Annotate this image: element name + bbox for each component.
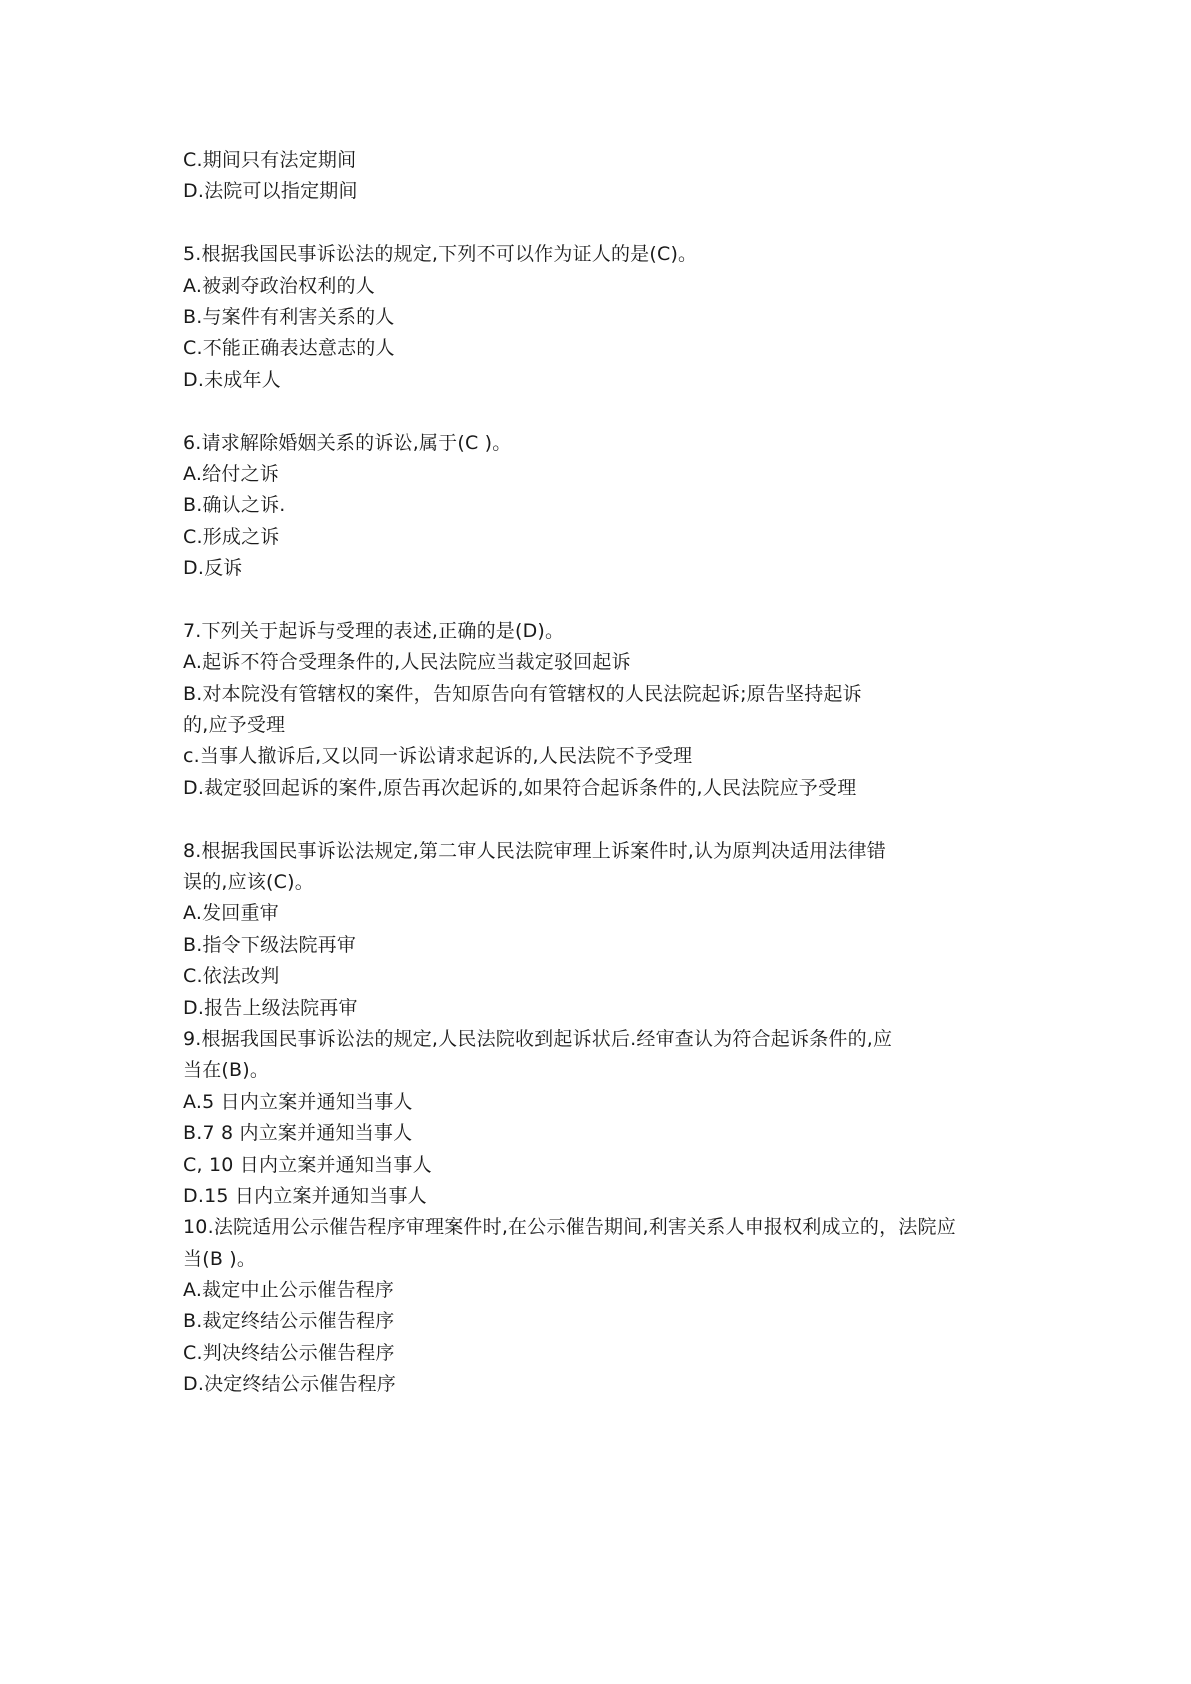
option-a: A.给付之诉 [183,462,279,485]
question-10-stem-continued: 当(B )。 [183,1247,257,1270]
question-stem: 5.根据我国民事诉讼法的规定,下列不可以作为证人的是(C)。 [183,243,698,266]
question-8-option-a: A.发回重审 [183,902,279,925]
question-8-option-d: D.报告上级法院再审 [183,996,358,1019]
question-10-option-b: B.裁定终结公示催告程序 [183,1310,395,1333]
question-4-tail [183,145,1043,208]
question-9-stem-continued: 当在(B)。 [183,1059,270,1082]
question-9-option-a: A.5 日内立案并通知当事人 [183,1090,413,1113]
option-d: D.反诉 [183,557,243,580]
option-d: D.未成年人 [183,368,281,391]
question-10-option-a: A.裁定中止公示催告程序 [183,1279,395,1302]
question-10-stem: 10.法院适用公示催告程序审理案件时,在公示催告期间,利害关系人申报权利成立的，法院应 [183,1216,956,1239]
paragraph-gap [183,804,1043,835]
option-b-continued: 的,应予受理 [183,714,286,737]
question-9-option-b: B.7 8 内立案并通知当事人 [183,1122,413,1145]
document-body [183,145,1043,1401]
paragraph-gap [183,208,1043,239]
paragraph-gap [183,396,1043,427]
option-c: C.形成之诉 [183,525,280,548]
question-9-stem: 9.根据我国民事诉讼法的规定,人民法院收到起诉状后.经审查认为符合起诉条件的,应 [183,1027,893,1050]
option-b: B.与案件有利害关系的人 [183,305,395,328]
option-c: C.不能正确表达意志的人 [183,337,395,360]
option-d: D.裁定驳回起诉的案件,原告再次起诉的,如果符合起诉条件的,人民法院应予受理 [183,776,857,799]
option-b: B.对本院没有管辖权的案件，告知原告向有管辖权的人民法院起诉;原告坚持起诉 [183,682,862,705]
question-stem: 7.下列关于起诉与受理的表述,正确的是(D)。 [183,619,565,642]
question-10-option-c: C.判决终结公示催告程序 [183,1341,395,1364]
question-5 [183,239,1043,396]
question-7 [183,616,1043,804]
option-c: c.当事人撤诉后,又以同一诉讼请求起诉的,人民法院不予受理 [183,745,693,768]
option-a: A.起诉不符合受理条件的,人民法院应当裁定驳回起诉 [183,651,631,674]
question-6 [183,428,1043,585]
question-9-option-c: C, 10 日内立案并通知当事人 [183,1153,432,1176]
questions-8-to-10 [183,836,1043,1401]
option-c: C.期间只有法定期间 [183,149,357,171]
option-d: D.法院可以指定期间 [183,180,358,203]
question-stem: 6.请求解除婚姻关系的诉讼,属于(C )。 [183,431,512,454]
question-8-option-b: B.指令下级法院再审 [183,933,357,956]
question-8-stem-continued: 误的,应该(C)。 [183,870,314,893]
question-8-option-c: C.依法改判 [183,965,280,988]
option-a: A.被剥夺政治权利的人 [183,274,375,297]
question-10-option-d: D.决定终结公示催告程序 [183,1373,397,1396]
question-8-stem: 8.根据我国民事诉讼法规定,第二审人民法院审理上诉案件时,认为原判决适用法律错 [183,839,887,862]
paragraph-gap [183,584,1043,615]
option-b: B.确认之诉. [183,494,286,517]
question-9-option-d: D.15 日内立案并通知当事人 [183,1184,427,1207]
